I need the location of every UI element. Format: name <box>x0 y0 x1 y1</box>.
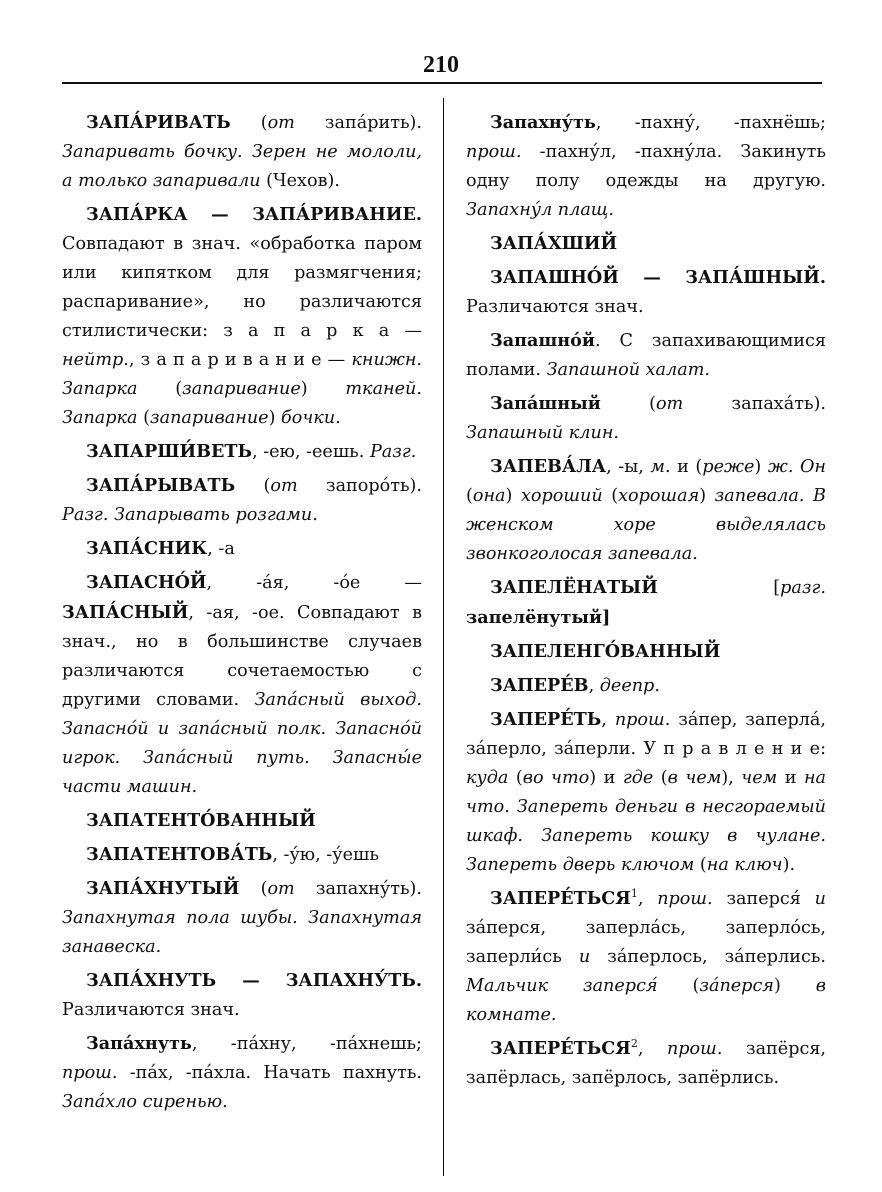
headword: Запа́шный <box>490 393 601 414</box>
italic-text: запаривание <box>182 379 301 399</box>
dictionary-entry <box>62 874 422 962</box>
plain-text: ( <box>653 768 668 788</box>
plain-text: Различаются знач. <box>466 297 644 317</box>
dictionary-entry <box>62 840 422 870</box>
italic-text: прош. <box>614 710 671 730</box>
headword: ЗАПА́СНИК <box>86 538 208 559</box>
italic-text: Запа́хло сиренью. <box>62 1092 228 1112</box>
plain-text: запёрся, запёрлась, запёрлось, запёрлись. <box>466 1039 827 1088</box>
italic-text: м. <box>650 457 671 477</box>
plain-text: ) <box>754 457 768 477</box>
italic-text: запевала. В женском хоре выделялась звонкоголосая запевала. <box>466 486 826 564</box>
plain-text: . С запахивающимися полами. <box>466 331 826 380</box>
dictionary-entry <box>466 705 826 880</box>
plain-text: ), <box>721 768 742 788</box>
plain-text: , <box>601 710 615 730</box>
plain-text: , -па́хну, -па́хнешь; <box>191 1034 422 1054</box>
italic-text: и <box>814 889 827 909</box>
headword: Запа́хнуть <box>86 1033 192 1054</box>
headword: ЗАПАТЕНТОВА́ТЬ <box>86 844 273 865</box>
italic-text: разг. <box>780 578 826 598</box>
headword: ЗАПЕРЕ́ТЬСЯ <box>490 1038 631 1059</box>
headword: Запахну́ть <box>490 112 596 133</box>
headword: ЗАПЕВА́ЛА <box>490 456 607 477</box>
column-divider <box>443 98 444 1176</box>
italic-text: от <box>655 394 684 414</box>
italic-text: Запахнутая пола шубы. Запахнутая занавеска. <box>62 908 422 957</box>
plain-text: ( <box>508 768 523 788</box>
headword: ЗАПА́РКА — ЗАПА́РИВАНИЕ. <box>86 204 422 225</box>
italic-text: Запашной халат. <box>546 360 711 380</box>
italic-text: деепр. <box>599 676 660 696</box>
italic-text: где <box>622 768 654 788</box>
plain-text: Различаются знач. <box>62 1000 240 1020</box>
page-number: 210 <box>423 52 459 78</box>
homonym-index: 2 <box>630 1037 638 1051</box>
italic-text: Запа́сный выход. Запасно́й и запа́сный полк. Запасно́й игрок. Запа́сный путь. Запасны́е части машин. <box>62 690 422 797</box>
italic-text: ж. Он <box>767 457 827 477</box>
italic-text: и <box>578 947 591 967</box>
italic-text: на ключ <box>706 855 783 875</box>
italic-text: она <box>472 486 506 506</box>
plain-text: ( <box>235 476 271 496</box>
plain-text: , -ею, -еешь. <box>252 442 370 462</box>
italic-text: куда <box>466 768 509 788</box>
plain-text: ( <box>694 855 707 875</box>
headword: ЗАПАСНО́Й <box>86 572 207 593</box>
italic-text: в чем <box>667 768 722 788</box>
dictionary-entry <box>62 1029 422 1117</box>
dictionary-entry <box>62 437 422 467</box>
plain-text: за́перся, заперла́сь, заперло́сь, заперли́сь <box>466 918 826 967</box>
dictionary-entry <box>62 806 422 836</box>
plain-text: и <box>777 768 804 788</box>
headword: ЗАПЕРЕ́ТЬСЯ <box>490 888 631 909</box>
italic-text: на что. Запереть деньги в несгораемый шкаф. Запереть кошку в чулане. Запереть дверь ключом <box>466 768 827 875</box>
plain-text: ( <box>137 408 150 428</box>
plain-text: , -пахну́, -пахнёшь; <box>595 113 826 133</box>
plain-text: и ( <box>670 457 703 477</box>
dictionary-entry <box>466 637 826 667</box>
italic-text: тканей. Запарка <box>62 379 422 428</box>
italic-text: бочки. <box>281 408 341 428</box>
plain-text: ) <box>505 486 521 506</box>
italic-text: нейтр. <box>62 350 129 370</box>
dictionary-entry <box>62 534 422 564</box>
plain-text: , <box>637 889 658 909</box>
italic-text: Разг. <box>369 442 417 462</box>
plain-text: ( <box>657 976 700 996</box>
plain-text: ( <box>239 879 268 899</box>
dictionary-entry <box>466 108 826 225</box>
plain-text: за́пер, заперла́, за́перло, за́перли. У п р а в л е н и е: <box>466 710 827 759</box>
plain-text: ) и <box>589 768 623 788</box>
italic-text: реже <box>702 457 755 477</box>
left-column <box>62 108 422 1121</box>
dictionary-entry <box>466 452 826 569</box>
plain-text: [ <box>657 578 781 598</box>
italic-text: запаривание <box>150 408 269 428</box>
headword: ЗАПА́ХШИЙ <box>490 233 618 254</box>
plain-text: ) <box>268 408 282 428</box>
plain-text: ). <box>782 855 796 875</box>
dictionary-entry <box>466 229 826 259</box>
italic-text: хороший <box>520 486 603 506</box>
plain-text: ( <box>466 486 473 506</box>
plain-text: (Чехов). <box>260 171 340 191</box>
headword: ЗАПЕРЕ́В <box>490 675 589 696</box>
headword: ЗАПА́РИВАТЬ <box>86 112 231 133</box>
italic-text: во что <box>522 768 590 788</box>
italic-text: Мальчик заперся́ <box>466 976 658 996</box>
headword: ЗАПА́СНЫЙ <box>62 602 189 623</box>
italic-text: прош. <box>666 1039 723 1059</box>
headword: ЗАПЕРЕ́ТЬ <box>490 709 602 730</box>
plain-text: запахну́ть). <box>294 879 422 899</box>
plain-text: запа́рить). <box>294 113 422 133</box>
headword: ЗАПА́РЫВАТЬ <box>86 475 236 496</box>
plain-text: , -ая, -ое. Совпадают в знач., но в большинстве случаев различаются сочетаемостью с другими словами. <box>62 603 422 710</box>
plain-text: -па́х, -па́хла. Начать пахнуть. <box>117 1063 422 1083</box>
plain-text: ( <box>600 394 656 414</box>
dictionary-entry <box>466 884 826 1030</box>
italic-text: от <box>270 476 298 496</box>
headword: запелёнутый] <box>466 607 611 628</box>
italic-text: прош. <box>62 1063 118 1083</box>
homonym-index: 1 <box>630 887 638 901</box>
plain-text: за́перлось, за́перлись. <box>590 947 826 967</box>
plain-text: , <box>588 676 600 696</box>
italic-text: от <box>267 113 295 133</box>
plain-text: , -а <box>207 539 235 559</box>
headword: ЗАПЕЛЕНГО́ВАННЫЙ <box>490 641 721 662</box>
dictionary-entry <box>466 326 826 385</box>
dictionary-entry <box>62 966 422 1025</box>
plain-text: ( <box>602 486 619 506</box>
plain-text: ) <box>300 379 346 399</box>
italic-text: Запаривать бочку. Зерен не мололи, а только запаривали <box>62 142 422 191</box>
header-rule <box>62 82 822 84</box>
italic-text: книжн. Запарка <box>62 350 422 399</box>
plain-text: , <box>637 1039 667 1059</box>
plain-text: , -у́ю, -у́ешь <box>272 845 379 865</box>
headword: Запашно́й <box>490 330 595 351</box>
italic-text: от <box>267 879 295 899</box>
plain-text: заперся́ <box>712 889 815 909</box>
headword: ЗАПАРШИ́ВЕТЬ <box>86 441 253 462</box>
dictionary-entry <box>466 263 826 322</box>
dictionary-entry <box>466 1034 826 1093</box>
headword: ЗАПЕЛЁНАТЫЙ <box>490 577 658 598</box>
plain-text: -пахну́л, -пахну́ла. Закинуть одну полу одежды на другую. <box>466 142 826 191</box>
plain-text: Совпадают в знач. «обработка паром или кипятком для размягчения; распаривание», но различаются стилистически: з а п а р к а — <box>62 234 422 341</box>
italic-text: за́перся <box>699 976 774 996</box>
dictionary-entry <box>62 471 422 530</box>
dictionary-entry <box>62 568 422 802</box>
italic-text: Запашный клин. <box>466 423 620 443</box>
plain-text: запоро́ть). <box>297 476 422 496</box>
headword: ЗАПА́ХНУТЬ — ЗАПАХНУ́ТЬ. <box>86 970 422 991</box>
plain-text: ) <box>699 486 715 506</box>
headword: ЗАПА́ХНУТЫЙ <box>86 878 240 899</box>
dictionary-entry <box>466 671 826 701</box>
dictionary-entry <box>466 389 826 448</box>
headword: ЗАПАШНО́Й — ЗАПА́ШНЫЙ. <box>490 267 826 288</box>
italic-text: Запахну́л плащ. <box>466 200 615 220</box>
plain-text: запаха́ть). <box>683 394 826 414</box>
plain-text: ) <box>773 976 816 996</box>
italic-text: в комнате. <box>466 976 826 1025</box>
plain-text: ( <box>230 113 268 133</box>
headword: ЗАПАТЕНТО́ВАННЫЙ <box>86 810 316 831</box>
italic-text: прош. <box>466 142 522 162</box>
plain-text: , -ы, <box>606 457 651 477</box>
italic-text: хорошая <box>618 486 700 506</box>
dictionary-entry <box>62 200 422 433</box>
plain-text: ( <box>137 379 183 399</box>
italic-text: чем <box>741 768 778 788</box>
plain-text: , -а́я, -о́е — <box>206 573 422 593</box>
italic-text: прош. <box>657 889 713 909</box>
dictionary-entry <box>466 573 826 633</box>
right-column <box>466 108 826 1097</box>
dictionary-entry <box>62 108 422 196</box>
plain-text: , з а п а р и в а н и е — <box>128 350 352 370</box>
italic-text: Разг. Запарывать розгами. <box>62 505 318 525</box>
